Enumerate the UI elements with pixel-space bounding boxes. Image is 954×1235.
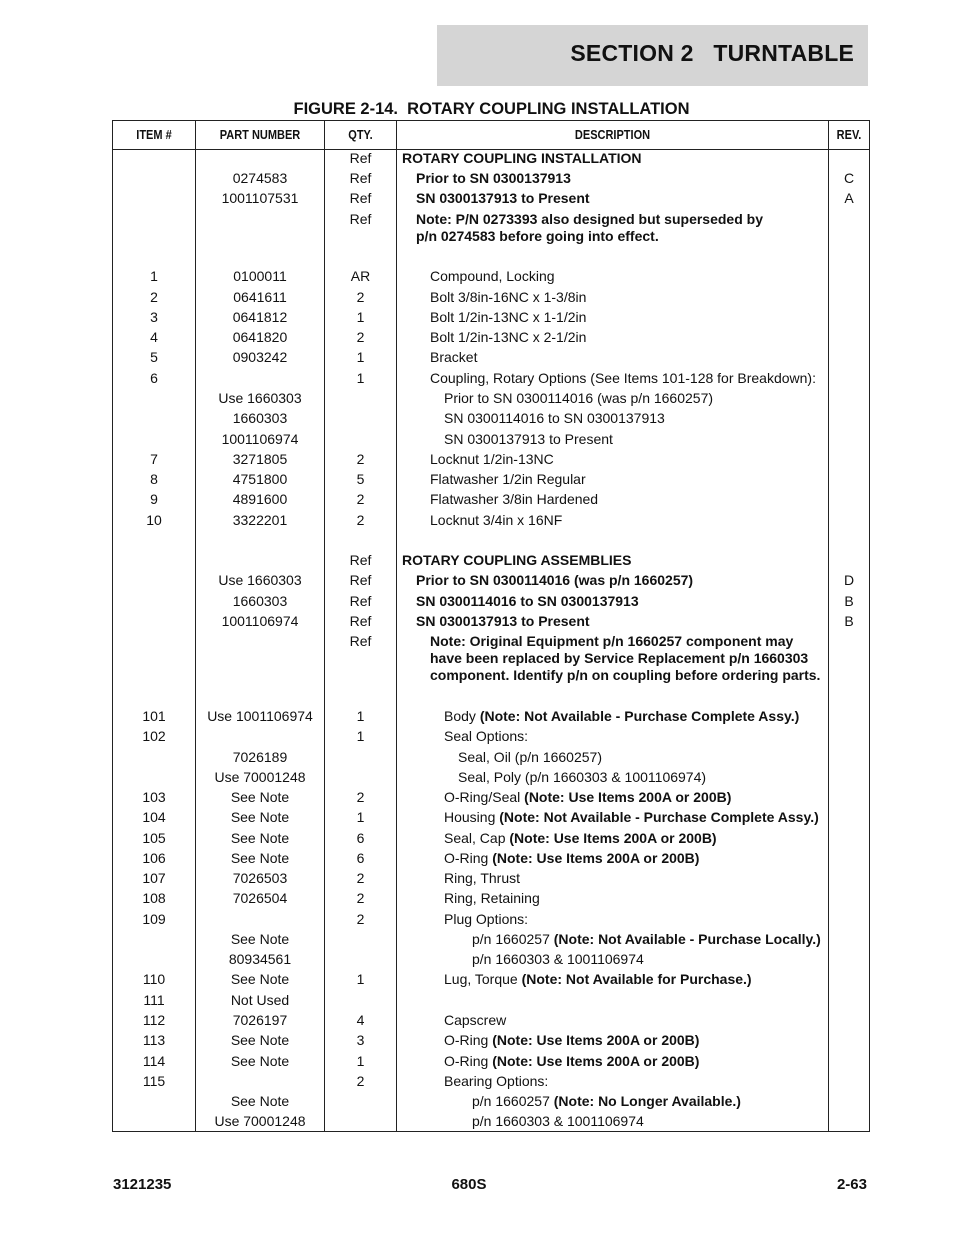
description bbox=[416, 190, 590, 207]
description bbox=[402, 150, 642, 167]
parts-table bbox=[112, 120, 870, 1132]
quantity: 1 bbox=[356, 728, 365, 744]
description-segment: Flatwasher 3/8in Hardened bbox=[430, 491, 599, 507]
description-segment: O-Ring/Seal bbox=[444, 789, 525, 805]
description bbox=[416, 211, 763, 228]
description bbox=[416, 593, 639, 610]
description bbox=[430, 451, 554, 468]
quantity: Ref bbox=[349, 572, 372, 588]
description bbox=[430, 329, 586, 346]
description-segment: (Note: Not Available for Purchase.) bbox=[521, 971, 752, 987]
part-number: Use 70001248 bbox=[214, 1113, 306, 1129]
quantity: 4 bbox=[356, 1012, 365, 1028]
part-number: Use 70001248 bbox=[214, 769, 306, 785]
part-number: See Note bbox=[230, 789, 290, 805]
part-number: See Note bbox=[230, 1093, 290, 1109]
description bbox=[430, 633, 793, 650]
item-number: 109 bbox=[142, 911, 166, 927]
description-segment: (Note: Use Items 200A or 200B) bbox=[524, 789, 732, 805]
part-number: 7026503 bbox=[232, 870, 288, 886]
description bbox=[430, 667, 820, 684]
description-segment: Plug Options: bbox=[444, 911, 529, 927]
quantity: Ref bbox=[349, 150, 372, 166]
description-segment: p/n 1660257 bbox=[472, 931, 554, 947]
item-number: 106 bbox=[142, 850, 166, 866]
description bbox=[430, 471, 586, 488]
description bbox=[430, 512, 562, 529]
quantity: 2 bbox=[356, 890, 365, 906]
quantity: 2 bbox=[356, 289, 365, 305]
item-number: 113 bbox=[142, 1032, 166, 1048]
item-number: 2 bbox=[150, 289, 158, 305]
item-number: 112 bbox=[142, 1012, 166, 1028]
description-segment: (Note: Use Items 200A or 200B) bbox=[492, 1032, 700, 1048]
description-segment: Lug, Torque bbox=[444, 971, 522, 987]
part-number: 0903242 bbox=[232, 349, 288, 365]
description bbox=[444, 850, 699, 867]
description bbox=[472, 1093, 741, 1110]
item-number: 104 bbox=[142, 809, 166, 825]
description-segment: O-Ring bbox=[444, 850, 493, 866]
description bbox=[444, 728, 528, 745]
part-number: See Note bbox=[230, 830, 290, 846]
quantity: 2 bbox=[356, 789, 365, 805]
item-number: 108 bbox=[142, 890, 166, 906]
quantity: 2 bbox=[356, 512, 365, 528]
item-number: 9 bbox=[150, 491, 158, 507]
description-segment: O-Ring bbox=[444, 1032, 493, 1048]
part-number: 0641820 bbox=[232, 329, 288, 345]
item-number: 111 bbox=[143, 992, 165, 1008]
part-number: See Note bbox=[230, 850, 290, 866]
part-number: 80934561 bbox=[228, 951, 292, 967]
item-number: 102 bbox=[142, 728, 166, 744]
description-segment: ROTARY COUPLING ASSEMBLIES bbox=[402, 552, 632, 568]
part-number: See Note bbox=[230, 971, 290, 987]
part-number: 1660303 bbox=[232, 410, 288, 426]
item-number: 6 bbox=[150, 370, 158, 386]
description-segment: Flatwasher 1/2in Regular bbox=[430, 471, 586, 487]
description bbox=[444, 1012, 506, 1029]
description-segment: Prior to SN 0300137913 bbox=[416, 170, 571, 186]
description bbox=[444, 830, 717, 847]
description-segment: p/n 1660257 bbox=[472, 1093, 554, 1109]
quantity: Ref bbox=[349, 170, 372, 186]
quantity: 6 bbox=[356, 850, 365, 866]
part-number: 4751800 bbox=[232, 471, 288, 487]
part-number: 0641812 bbox=[232, 309, 288, 325]
description bbox=[444, 911, 528, 928]
description-segment: Locknut 3/4in x 16NF bbox=[430, 512, 563, 528]
part-number: 1001106974 bbox=[221, 613, 299, 629]
description-segment: Seal, Cap bbox=[444, 830, 510, 846]
quantity: 2 bbox=[356, 911, 365, 927]
description bbox=[430, 309, 586, 326]
description bbox=[416, 170, 571, 187]
header-rev: REV. bbox=[836, 128, 862, 142]
item-number: 8 bbox=[150, 471, 158, 487]
description-segment: ROTARY COUPLING INSTALLATION bbox=[402, 150, 642, 166]
description-segment: p/n 1660303 & 1001106974 bbox=[472, 951, 644, 967]
description-segment: Bracket bbox=[430, 349, 478, 365]
description-segment: (Note: Use Items 200A or 200B) bbox=[509, 830, 717, 846]
description bbox=[444, 809, 819, 826]
description-segment: Seal, Oil (p/n 1660257) bbox=[458, 749, 602, 765]
footer-doc-number: 3121235 bbox=[113, 1176, 172, 1193]
description-segment: p/n 1660303 & 1001106974 bbox=[472, 1113, 644, 1129]
description-segment: Seal, Poly (p/n 1660303 & 1001106974) bbox=[458, 769, 707, 785]
header-qty: QTY. bbox=[348, 128, 373, 142]
figure-title: FIGURE 2-14. ROTARY COUPLING INSTALLATION bbox=[293, 100, 690, 118]
item-number: 115 bbox=[142, 1073, 166, 1089]
item-number: 3 bbox=[150, 309, 158, 325]
quantity: Ref bbox=[349, 552, 372, 568]
description-segment: Coupling, Rotary Options (See Items 101-128 for Breakdown): bbox=[430, 370, 816, 386]
description bbox=[444, 870, 520, 887]
revision: B bbox=[844, 613, 854, 629]
description bbox=[444, 789, 731, 806]
part-number: Use 1660303 bbox=[218, 390, 302, 406]
description-segment: SN 0300114016 to SN 0300137913 bbox=[444, 410, 665, 426]
item-number: 1 bbox=[150, 268, 158, 284]
quantity: 1 bbox=[356, 349, 365, 365]
description-segment: Housing bbox=[444, 809, 500, 825]
quantity: 1 bbox=[356, 309, 365, 325]
revision: A bbox=[844, 190, 854, 206]
quantity: 1 bbox=[356, 1053, 365, 1069]
description bbox=[430, 268, 555, 285]
description-segment: Compound, Locking bbox=[430, 268, 555, 284]
quantity: Ref bbox=[349, 613, 372, 629]
description-segment: Bolt 1/2in-13NC x 2-1/2in bbox=[430, 329, 587, 345]
description bbox=[430, 491, 598, 508]
part-number: Use 1001106974 bbox=[207, 708, 313, 724]
description bbox=[444, 431, 613, 448]
description bbox=[444, 1053, 699, 1070]
part-number: 4891600 bbox=[232, 491, 288, 507]
description bbox=[472, 931, 821, 948]
description bbox=[416, 613, 590, 630]
description-segment: (Note: Use Items 200A or 200B) bbox=[492, 1053, 700, 1069]
footer-model: 680S bbox=[451, 1176, 487, 1193]
description-segment: Prior to SN 0300114016 (was p/n 1660257) bbox=[444, 390, 714, 406]
part-number: 1001106974 bbox=[221, 431, 299, 447]
revision: C bbox=[843, 170, 855, 186]
description-segment: (Note: No Longer Available.) bbox=[553, 1093, 741, 1109]
quantity: Ref bbox=[349, 211, 372, 227]
item-number: 107 bbox=[142, 870, 166, 886]
item-number: 110 bbox=[142, 971, 166, 987]
item-number: 10 bbox=[146, 512, 162, 528]
part-number: 7026189 bbox=[232, 749, 288, 765]
part-number: 0641611 bbox=[233, 289, 287, 305]
quantity: Ref bbox=[349, 633, 372, 649]
item-number: 7 bbox=[150, 451, 158, 467]
quantity: Ref bbox=[349, 190, 372, 206]
description bbox=[458, 749, 602, 766]
quantity: 1 bbox=[356, 809, 365, 825]
description bbox=[444, 1073, 548, 1090]
description-segment: Ring, Retaining bbox=[444, 890, 540, 906]
description-segment: Note: P/N 0273393 also designed but superseded by bbox=[416, 211, 763, 227]
description bbox=[430, 370, 816, 387]
description-segment: Note: Original Equipment p/n 1660257 component may bbox=[430, 633, 794, 649]
description-segment: Prior to SN 0300114016 (was p/n 1660257) bbox=[416, 572, 694, 588]
description-segment: have been replaced by Service Replacement p/n 1660303 bbox=[430, 650, 809, 666]
header-description: DESCRIPTION bbox=[574, 128, 651, 142]
revision: B bbox=[844, 593, 854, 609]
quantity: 2 bbox=[356, 491, 365, 507]
description-segment: Bearing Options: bbox=[444, 1073, 549, 1089]
part-number: Use 1660303 bbox=[218, 572, 302, 588]
description bbox=[416, 572, 693, 589]
part-number: See Note bbox=[230, 1053, 290, 1069]
section-title: SECTION 2 TURNTABLE bbox=[570, 40, 854, 66]
description-segment: Seal Options: bbox=[444, 728, 529, 744]
item-number: 105 bbox=[142, 830, 166, 846]
quantity: 1 bbox=[356, 370, 365, 386]
header-part-number: PART NUMBER bbox=[219, 128, 301, 142]
description-segment: Bolt 3/8in-16NC x 1-3/8in bbox=[430, 289, 587, 305]
item-number: 103 bbox=[142, 789, 166, 805]
section-banner bbox=[437, 25, 868, 86]
description-segment: (Note: Not Available - Purchase Locally.) bbox=[553, 931, 821, 947]
part-number: 7026197 bbox=[232, 1012, 288, 1028]
description bbox=[430, 349, 477, 366]
part-number: 1660303 bbox=[232, 593, 288, 609]
description-segment: p/n 0274583 before going into effect. bbox=[416, 228, 659, 244]
quantity: AR bbox=[350, 268, 371, 284]
description bbox=[472, 951, 644, 968]
description-segment: Body bbox=[444, 708, 480, 724]
item-number: 114 bbox=[142, 1053, 166, 1069]
description bbox=[444, 1032, 699, 1049]
quantity: 6 bbox=[356, 830, 365, 846]
part-number: 3271805 bbox=[232, 451, 288, 467]
description-segment: SN 0300114016 to SN 0300137913 bbox=[416, 593, 639, 609]
part-number: 1001107531 bbox=[221, 190, 299, 206]
description-segment: SN 0300137913 to Present bbox=[444, 431, 613, 447]
part-number: 0100011 bbox=[233, 268, 287, 284]
quantity: 2 bbox=[356, 1073, 365, 1089]
quantity: 2 bbox=[356, 329, 365, 345]
description-segment: SN 0300137913 to Present bbox=[416, 190, 590, 206]
part-number: See Note bbox=[230, 931, 290, 947]
header-item: ITEM # bbox=[136, 128, 172, 142]
description bbox=[402, 552, 631, 569]
quantity: Ref bbox=[349, 593, 372, 609]
item-number: 101 bbox=[142, 708, 166, 724]
description bbox=[444, 708, 799, 725]
description-segment: Ring, Thrust bbox=[444, 870, 520, 886]
description bbox=[430, 650, 808, 667]
description bbox=[444, 890, 540, 907]
description bbox=[458, 769, 706, 786]
description bbox=[444, 971, 752, 988]
description-segment: Bolt 1/2in-13NC x 1-1/2in bbox=[430, 309, 587, 325]
description-segment: (Note: Use Items 200A or 200B) bbox=[492, 850, 700, 866]
part-number: 0274583 bbox=[232, 170, 288, 186]
description-segment: SN 0300137913 to Present bbox=[416, 613, 590, 629]
quantity: 2 bbox=[356, 870, 365, 886]
column-divider bbox=[396, 121, 397, 1131]
description bbox=[444, 390, 713, 407]
quantity: 1 bbox=[356, 708, 365, 724]
quantity: 1 bbox=[356, 971, 365, 987]
description bbox=[416, 228, 659, 245]
quantity: 2 bbox=[356, 451, 365, 467]
description bbox=[472, 1113, 644, 1130]
part-number: 3322201 bbox=[232, 512, 288, 528]
description-segment: Capscrew bbox=[444, 1012, 507, 1028]
revision: D bbox=[843, 572, 855, 588]
part-number: See Note bbox=[230, 1032, 290, 1048]
quantity: 5 bbox=[356, 471, 365, 487]
description-segment: O-Ring bbox=[444, 1053, 493, 1069]
footer-page-number: 2-63 bbox=[836, 1176, 867, 1193]
description-segment: component. Identify p/n on coupling before ordering parts. bbox=[430, 667, 821, 683]
item-number: 5 bbox=[150, 349, 158, 365]
description bbox=[444, 410, 665, 427]
quantity: 3 bbox=[356, 1032, 365, 1048]
description-segment: Locknut 1/2in-13NC bbox=[430, 451, 554, 467]
part-number: See Note bbox=[230, 809, 290, 825]
item-number: 4 bbox=[150, 329, 158, 345]
part-number: 7026504 bbox=[232, 890, 288, 906]
description-segment: (Note: Not Available - Purchase Complete Assy.) bbox=[479, 708, 800, 724]
part-number: Not Used bbox=[230, 992, 290, 1008]
description bbox=[430, 289, 586, 306]
description-segment: (Note: Not Available - Purchase Complete Assy.) bbox=[499, 809, 819, 825]
